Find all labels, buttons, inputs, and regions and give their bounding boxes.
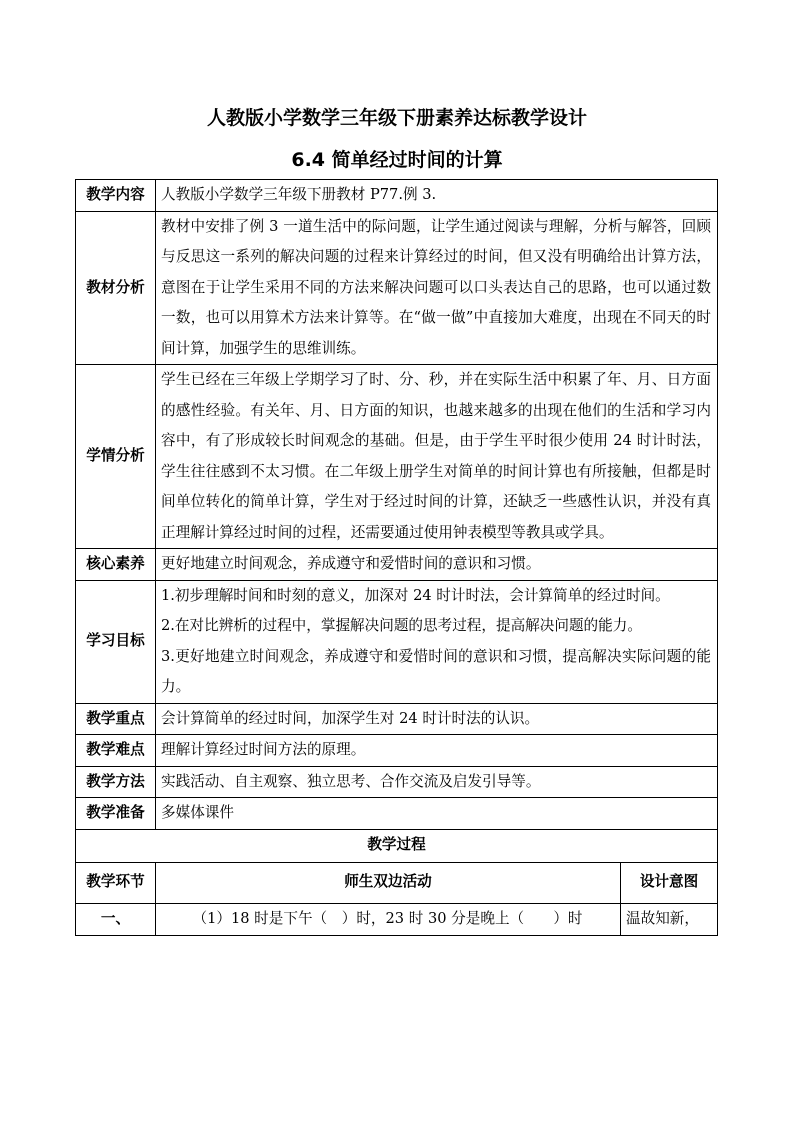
- objective-item: 2.在对比辨析的过程中，掌握解决问题的思考过程，提高解决问题的能力。: [161, 617, 642, 634]
- row-text: 学生已经在三年级上学期学习了时、分、秒，并在实际生活中积累了年、月、日方面的感性经验。有关年、月、日方面的知识，也越来越多的出现在他们的生活和学习内容中，有了形成较长时间观念的基础。但是，由于学生平时很少使用 24 时计时法，学生往往感到不太习惯。在二年级上册学生对简单的时间计算也有所接触，但都是时间单位转化的简单计算，学生对于经过时间的计算，还缺乏一些感性认识，并没有真正理解计算经过时间的过程，还需要通过使用钟表模型等教具或学具。: [161, 371, 712, 541]
- column-intent: 设计意图: [621, 862, 718, 903]
- row-label: 核心素养: [76, 549, 156, 581]
- table-row: [76, 735, 718, 767]
- row-label: 教材分析: [76, 211, 156, 365]
- stage-cell: 一、: [76, 903, 156, 935]
- table-row: [76, 903, 718, 935]
- row-label: 教学准备: [76, 798, 156, 830]
- table-row: [76, 798, 718, 830]
- document-title: 人教版小学数学三年级下册素养达标教学设计: [206, 107, 587, 129]
- row-label: 学习目标: [76, 580, 156, 703]
- row-label: 教学难点: [76, 735, 156, 767]
- row-text: 多媒体课件: [161, 804, 234, 821]
- column-stage: 教学环节: [76, 862, 156, 903]
- row-text: 会计算简单的经过时间，加深学生对 24 时计时法的认识。: [161, 709, 540, 727]
- row-text: 理解计算经过时间方法的原理。: [161, 741, 366, 758]
- process-header-row: [76, 829, 718, 862]
- lesson-title: 6.4 简单经过时间的计算: [291, 149, 503, 171]
- process-header: 教学过程: [76, 829, 718, 862]
- table-row: [76, 180, 718, 212]
- table-row: [76, 211, 718, 365]
- row-text: 更好地建立时间观念，养成遵守和爱惜时间的意识和习惯。: [161, 555, 541, 572]
- row-text: 人教版小学数学三年级下册教材 P77.例 3.: [161, 186, 437, 203]
- table-row: [76, 365, 718, 549]
- row-label: 教学内容: [76, 180, 156, 212]
- row-label: 学情分析: [76, 365, 156, 549]
- row-text: 教材中安排了例 3 一道生活中的际问题，让学生通过阅读与理解，分析与解答，回顾与反思这一系列的解决问题的过程来计算经过的时间，但又没有明确给出计算方法，意图在于让学生采用不同的方法来解决问题可以口头表达自己的思路，也可以通过数一数，也可以用算术方法来计算等。在“做一做”中直接加大难度，出现在不同天的时间计算，加强学生的思维训练。: [161, 217, 712, 357]
- activity-cell: （1）18 时是下午（ ）时，23 时 30 分是晚上（ ）时: [156, 903, 621, 935]
- column-activity: 师生双边活动: [156, 862, 621, 903]
- row-label: 教学方法: [76, 766, 156, 798]
- table-row: [76, 549, 718, 581]
- row-text: 实践活动、自主观察、独立思考、合作交流及启发引导等。: [161, 772, 541, 790]
- column-header-row: [76, 862, 718, 903]
- row-label: 教学重点: [76, 703, 156, 735]
- table-row: [76, 766, 718, 798]
- table-row: [76, 703, 718, 735]
- intent-cell: 温故知新，: [621, 903, 718, 935]
- objective-item: 1.初步理解时间和时刻的意义，加深对 24 时计时法，会计算简单的经过时间。: [161, 586, 670, 604]
- lesson-plan-table: [75, 179, 718, 936]
- table-row: [76, 580, 718, 703]
- objective-item: 3.更好地建立时间观念，养成遵守和爱惜时间的意识和习惯，提高解决实际问题的能力。: [161, 647, 712, 695]
